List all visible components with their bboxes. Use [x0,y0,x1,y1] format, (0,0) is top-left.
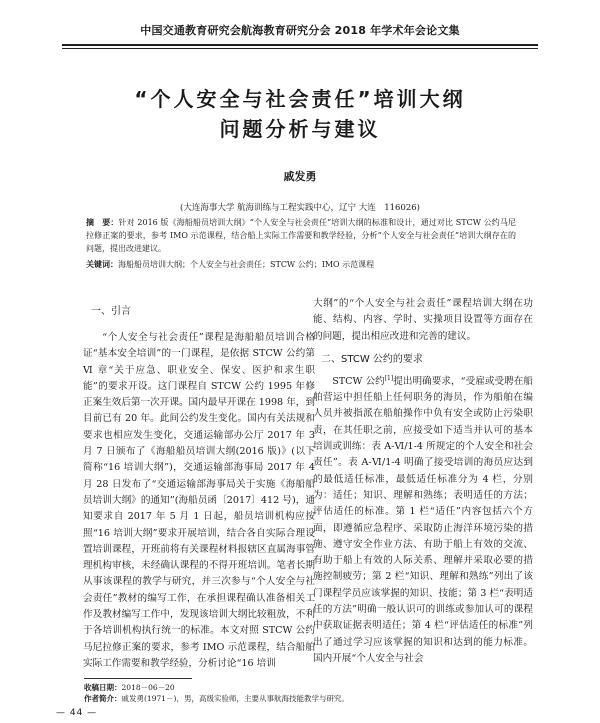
author-name: 戚发勇 [283,170,317,183]
header-rule-thin [62,48,538,49]
footnote-label: 作者简介： [84,694,122,703]
footnote-rule [84,678,192,679]
footnote-label: 收稿日期： [84,683,122,692]
footnote-value: 2018－06－20 [121,683,175,692]
body-column-left [83,296,315,672]
page-number: — 44 — [56,708,98,718]
paragraph-text: 提出明确要求，“受雇或受聘在船舶营运中担任船上任何职务的海员，作为船舶在编人员并被指派在船舶操作中负有安全或防止污染职责，在其任职之前，应接受如下适当并认可的基本培训或训练：表 A-Ⅵ/1-4 所规定的个人安全和社会责任”。表 A-Ⅵ/1-4 明确了接受培训的海员应达到的最低适任标准，最低适任标准分为 4 栏，分别为：适任；知识、理解和熟练；表明适任的方法；评估适任的标准。第 1 栏“适任”内容包括六个方面，即遵循应急程序、采取防止海洋环境污染的措施、遵守安全作业方法、有助于船上有效的交流、有助于船上有效的人际关系、理解并采取必要的措施控制疲劳；第 2 栏“知识、理解和熟练”列出了该门课程学员应该掌握的知识、技能；第 3 栏“表明适任的方法”明确一般认识可的训练或参加认可的课程中获取证据表明适任；第 4 栏“评估适任的标准”列出了通过学习应该掌握的知识和达到的能力标准。国内开展“个人安全与社会 [313,375,533,664]
section-heading-introduction: 一、引言 [91,306,131,317]
abstract-text: 针对 2016 版《海船船员培训大纲》“个人安全与社会责任”培训大纲的标准和设计，通过对比 STCW 公约马尼拉修正案的要求，参考 IMO 示范课程，结合船上实际工作需要和教学经验，分析“个人安全与社会责任”培训大纲存在的问题，提出改进建议。 [86,218,517,253]
abstract [86,216,516,255]
keywords-text: 海船船员培训大纲；个人安全与社会责任；STCW 公约；IMO 示范课程 [118,260,375,269]
paper-title-line-2: 问题分析与建议 [219,117,381,141]
keywords-label: 关键词： [86,260,118,269]
keywords [86,258,516,271]
footnote-value: 戚发勇(1971－)，男，高级实验师，主要从事航海技能教学与研究。 [121,694,349,703]
citation-reference: [1] [384,374,394,382]
header-rule-thick [62,44,538,46]
section-heading-stcw: 二、STCW 公约的要求 [321,353,423,365]
body-paragraph: “个人安全与社会责任”课程是海船船员培训合格证“基本安全培训”的一门课程，是依据 STCW 公约第 Ⅵ 章“关于应急、职业安全、保安、医护和求生职能”的要求开设。这门课程自 STCW 公约 1995 年修正案生效后第一次开课。国内最早开课在 1998 年，到目前已有 20 年。此间公约发生变化。国内有关法规和要求也相应发生变化，交通运输部办公厅 2017 年 3 月 7 日颁布了《海船船员培训大纲(2016 版)》(以下简称“16 培训大纲”)，交通运输部海事局 2017 年 4 月 28 日发布了“交通运输部海事局关于实施《海船船员培训大纲》的通知”(海船员函〔2017〕412 号)，通知要求自 2017 年 5 月 1 日起，船员培训机构应按照“16 培训大纲”要求开展培训，结合各自实际合理设置培训课程，开班前将有关课程材料报辖区直属海事管理机构审核，未经确认课程的不得开班培训。笔者长期从事该课程的教学与研究，并三次参与“个人安全与社会责任”教材的编写工作，在承担课程确认准备相关工作及教材编写工作中，发现该培训大纲比较粗放，不利于各培训机构执行统一的标准。本文对照 STCW 公约马尼拉修正案的要求，参考 IMO 示范课程，结合船舶实际工作需要和教学经验，分析讨论“16 培训 [83,332,315,669]
body-paragraph-continued: 大纲”的“个人安全与社会责任”课程培训大纲在功能、结构、内容、学时、实操项目设置等方面存在的问题，提出相应改进和完善的建议。 [313,298,533,342]
body-paragraph [313,374,533,667]
body-column-right [313,296,533,667]
footnote-author-bio [84,693,349,704]
paragraph-lead: STCW 公约 [332,375,385,387]
author-affiliation: (大连海事大学 航海训练与工程实践中心，辽宁 大连 116026) [180,203,420,213]
running-head: 中国交通教育研究会航海教育研究分会 2018 年学术年会论文集 [140,24,460,37]
paper-title-line-1: “个人安全与社会责任”培训大纲 [134,87,466,111]
footnote-received-date [84,682,175,693]
abstract-label: 摘 要： [86,218,119,227]
